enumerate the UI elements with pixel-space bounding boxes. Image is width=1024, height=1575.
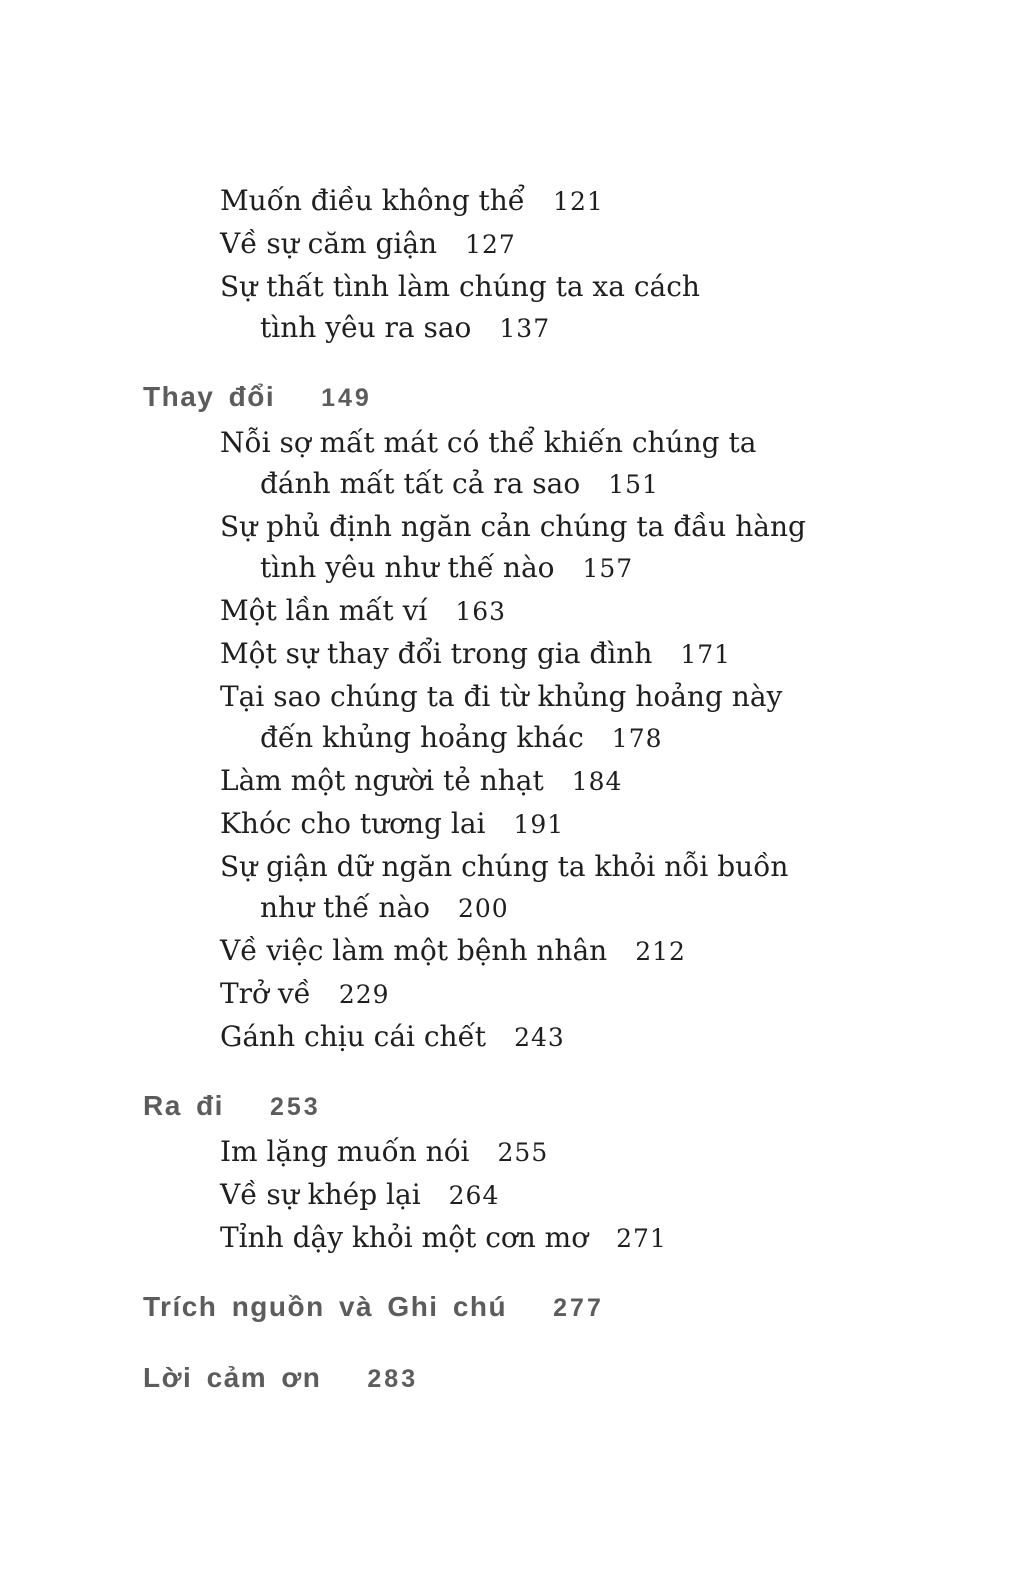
section-heading-title: Ra đi — [143, 1090, 224, 1121]
entry-title-line2: như thế nào — [260, 891, 430, 924]
entry-title: Về sự khép lại — [220, 1178, 421, 1211]
section-heading — [143, 1084, 984, 1129]
entry-page-number: 121 — [553, 187, 604, 216]
toc-entry — [220, 930, 984, 972]
entry-page-number: 151 — [608, 470, 659, 499]
section-page-number: 253 — [269, 1093, 321, 1121]
entry-title-line2: đến khủng hoảng khác — [260, 721, 584, 754]
toc-entry — [220, 590, 984, 632]
entry-page-number: 264 — [448, 1181, 500, 1210]
entry-page-number: 163 — [455, 597, 507, 626]
backmatter-heading-title: Lời cảm ơn — [143, 1362, 322, 1393]
entry-page-number: 184 — [571, 767, 623, 796]
entry-page-number: 191 — [513, 810, 565, 839]
section-heading — [143, 375, 984, 420]
entry-title: Gánh chịu cái chết — [220, 1020, 487, 1053]
toc-entry — [220, 760, 984, 802]
entry-title-line2-row — [220, 547, 984, 589]
entry-title-line2: tình yêu ra sao — [260, 311, 472, 344]
toc-entry — [220, 1174, 984, 1216]
entry-title: Làm một người tẻ nhạt — [220, 764, 544, 797]
entry-title: Một lần mất ví — [220, 594, 428, 627]
section-page-number: 149 — [321, 384, 372, 412]
toc-entry — [220, 422, 984, 505]
entry-page-number: 127 — [465, 230, 516, 259]
entry-title: Một sự thay đổi trong gia đình — [220, 637, 653, 670]
entry-title: Khóc cho tương lai — [220, 807, 486, 840]
entry-title-line2: đánh mất tất cả ra sao — [260, 467, 581, 500]
toc-entry — [220, 223, 984, 265]
toc-entry — [220, 180, 984, 222]
entry-title: Về việc làm một bệnh nhân — [220, 934, 608, 967]
toc-entry — [220, 1131, 984, 1173]
backmatter-heading — [143, 1356, 984, 1401]
entry-page-number: 200 — [458, 894, 509, 923]
entry-page-number: 255 — [497, 1138, 549, 1167]
entry-page-number: 157 — [582, 554, 634, 583]
entry-page-number: 137 — [499, 314, 551, 343]
backmatter-heading-title: Trích nguồn và Ghi chú — [143, 1291, 508, 1322]
toc-entry — [220, 846, 984, 929]
toc-entry — [220, 266, 984, 349]
toc-entry — [220, 506, 984, 589]
entry-page-number: 243 — [514, 1023, 565, 1052]
backmatter-page-number: 277 — [553, 1294, 604, 1322]
entry-title-line2-row — [220, 463, 984, 505]
entry-page-number: 178 — [611, 724, 663, 753]
entry-page-number: 171 — [680, 640, 732, 669]
backmatter-page-number: 283 — [367, 1365, 419, 1393]
toc-entry — [220, 1217, 984, 1259]
entry-page-number: 271 — [616, 1224, 667, 1253]
entry-page-number: 212 — [635, 937, 686, 966]
entry-title-line2-row — [220, 717, 984, 759]
toc-entry — [220, 973, 984, 1015]
entry-page-number: 229 — [338, 980, 390, 1009]
entry-title-line1: Tại sao chúng ta đi từ khủng hoảng này — [220, 680, 783, 713]
entry-title: Về sự căm giận — [220, 227, 438, 260]
toc-entry — [220, 803, 984, 845]
backmatter-heading — [143, 1285, 984, 1330]
entry-title: Tỉnh dậy khỏi một cơn mơ — [220, 1221, 589, 1254]
entry-title: Muốn điều không thể — [220, 184, 526, 217]
entry-title-line1: Sự phủ định ngăn cản chúng ta đầu hàng — [220, 510, 806, 543]
entry-title-line2-row — [220, 887, 984, 929]
entry-title-line1: Sự thất tình làm chúng ta xa cách — [220, 270, 700, 303]
entry-title: Trở về — [220, 977, 311, 1010]
section-heading-title: Thay đổi — [143, 381, 276, 412]
toc-entry — [220, 633, 984, 675]
entry-title: Im lặng muốn nói — [220, 1135, 470, 1168]
entry-title-line2-row — [220, 307, 984, 349]
entry-title-line2: tình yêu như thế nào — [260, 551, 555, 584]
entry-title-line1: Nỗi sợ mất mát có thể khiến chúng ta — [220, 426, 757, 459]
toc-entry — [220, 676, 984, 759]
entry-title-line1: Sự giận dữ ngăn chúng ta khỏi nỗi buồn — [220, 850, 789, 883]
toc-entry — [220, 1016, 984, 1058]
